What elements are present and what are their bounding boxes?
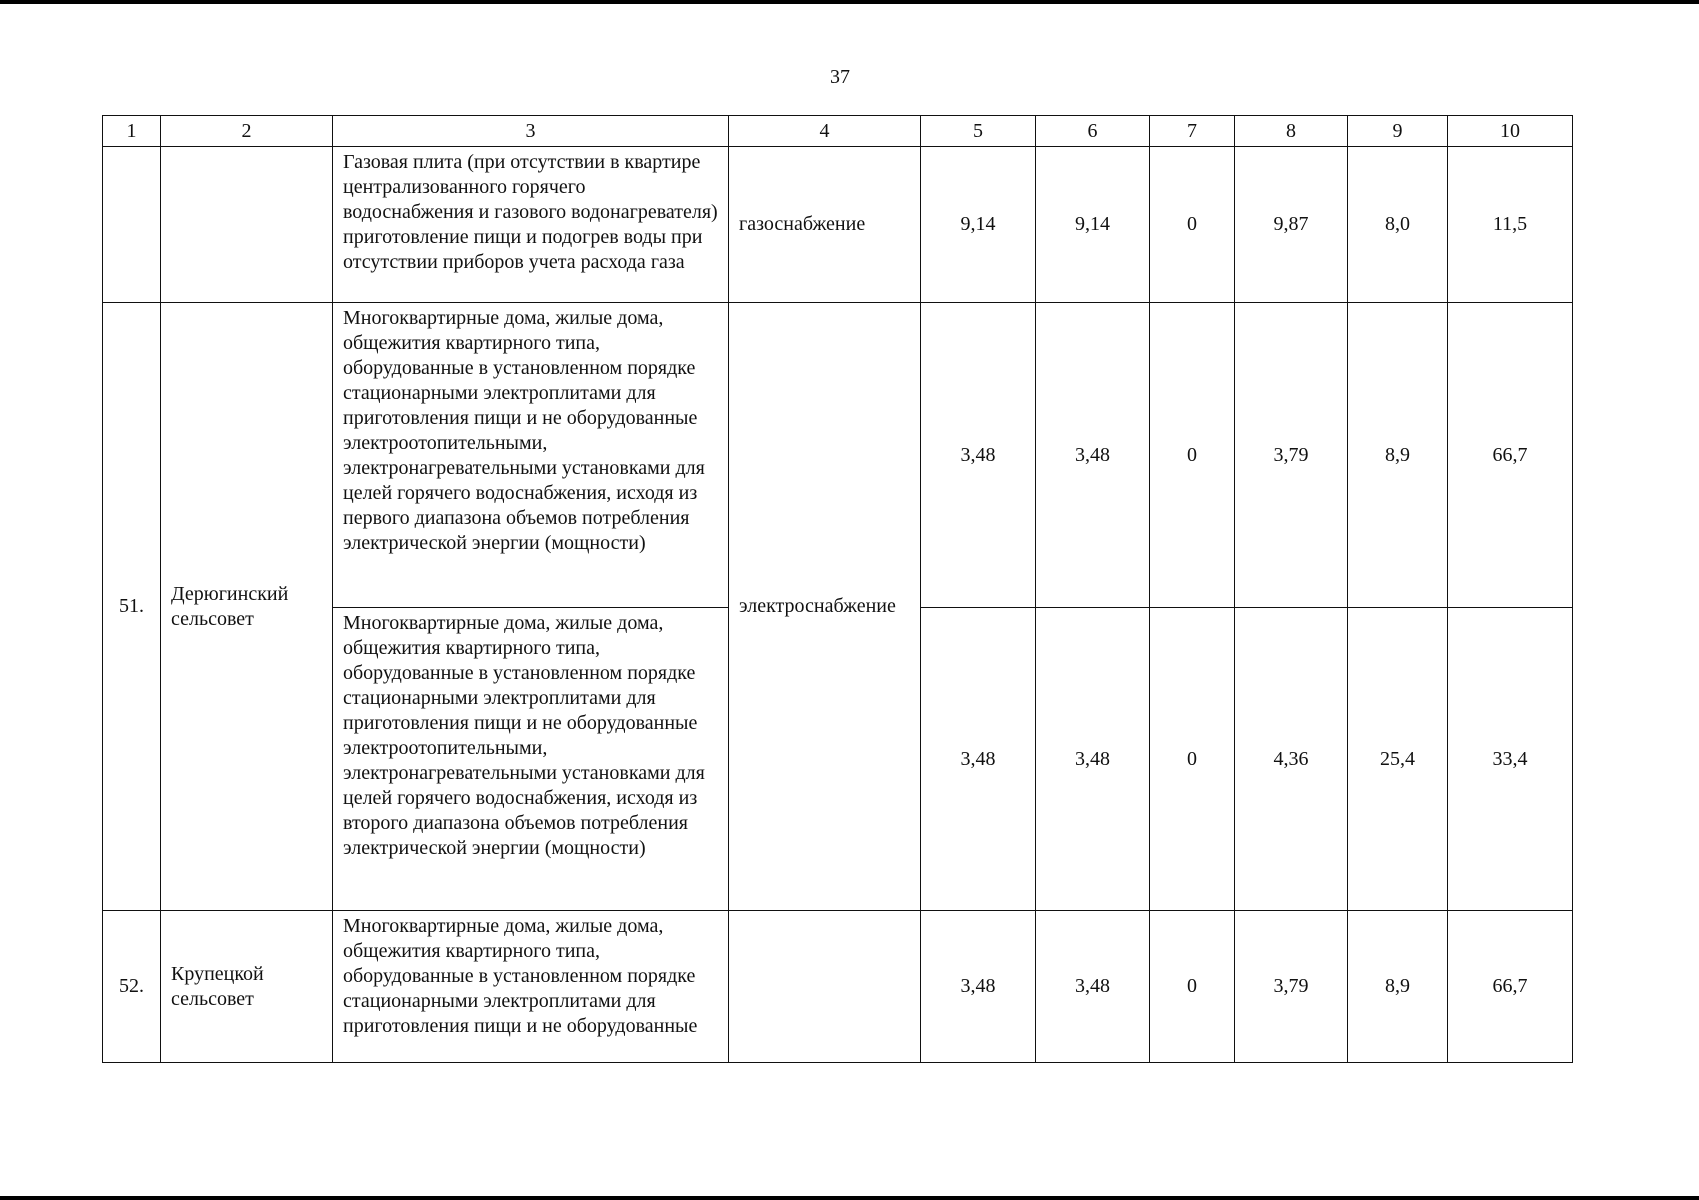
col-header-6: 6 — [1036, 116, 1150, 147]
value-col-7: 0 — [1150, 608, 1235, 911]
utility-service: газоснабжение — [729, 147, 921, 303]
col-header-2: 2 — [161, 116, 333, 147]
value-col-10: 11,5 — [1448, 147, 1573, 303]
value-col-10: 66,7 — [1448, 303, 1573, 608]
row-index: 51. — [103, 303, 161, 911]
settlement-name: Крупецкой сельсовет — [161, 911, 333, 1063]
row-index — [103, 147, 161, 303]
consumer-description: Газовая плита (при отсутствии в квартире централизованного горячего водоснабжения и газового водонагревателя) приготовление пищи и подогрев воды при отсутствии приборов учета расхода газа — [333, 147, 729, 303]
consumer-description: Многоквартирные дома, жилые дома, общежития квартирного типа, оборудованные в установленном порядке стационарными электроплитами для приготовления пищи и не оборудованные — [333, 911, 729, 1063]
value-col-7: 0 — [1150, 303, 1235, 608]
value-col-9: 8,9 — [1348, 911, 1448, 1063]
value-col-9: 8,0 — [1348, 147, 1448, 303]
col-header-4: 4 — [729, 116, 921, 147]
utility-service: электроснабжение — [729, 303, 921, 911]
value-col-9: 25,4 — [1348, 608, 1448, 911]
settlement-name — [161, 147, 333, 303]
page-number: 37 — [830, 66, 850, 88]
tariff-table — [102, 115, 1573, 1063]
col-header-1: 1 — [103, 116, 161, 147]
value-col-5: 3,48 — [921, 911, 1036, 1063]
col-header-5: 5 — [921, 116, 1036, 147]
header-row — [103, 116, 1573, 147]
value-col-6: 3,48 — [1036, 303, 1150, 608]
value-col-5: 9,14 — [921, 147, 1036, 303]
col-header-7: 7 — [1150, 116, 1235, 147]
consumer-description: Многоквартирные дома, жилые дома, общежития квартирного типа, оборудованные в установленном порядке стационарными электроплитами для приготовления пищи и не оборудованные электроотопительными, электронагревательными установками для целей горячего водоснабжения, исходя из второго диапазона объемов потребления электрической энергии (мощности) — [333, 608, 729, 911]
value-col-8: 3,79 — [1235, 303, 1348, 608]
col-header-3: 3 — [333, 116, 729, 147]
utility-service — [729, 911, 921, 1063]
table-row — [103, 303, 1573, 608]
value-col-8: 3,79 — [1235, 911, 1348, 1063]
value-col-7: 0 — [1150, 911, 1235, 1063]
row-index: 52. — [103, 911, 161, 1063]
value-col-5: 3,48 — [921, 303, 1036, 608]
scan-edge-bottom — [0, 1196, 1699, 1200]
value-col-7: 0 — [1150, 147, 1235, 303]
value-col-10: 33,4 — [1448, 608, 1573, 911]
scan-edge-top — [0, 0, 1699, 4]
value-col-6: 3,48 — [1036, 608, 1150, 911]
table-row — [103, 911, 1573, 1063]
value-col-8: 4,36 — [1235, 608, 1348, 911]
settlement-name: Дерюгинский сельсовет — [161, 303, 333, 911]
table-row — [103, 147, 1573, 303]
value-col-6: 9,14 — [1036, 147, 1150, 303]
col-header-9: 9 — [1348, 116, 1448, 147]
value-col-10: 66,7 — [1448, 911, 1573, 1063]
value-col-6: 3,48 — [1036, 911, 1150, 1063]
value-col-5: 3,48 — [921, 608, 1036, 911]
col-header-10: 10 — [1448, 116, 1573, 147]
consumer-description: Многоквартирные дома, жилые дома, общежития квартирного типа, оборудованные в установленном порядке стационарными электроплитами для приготовления пищи и не оборудованные электроотопительными, электронагревательными установками для целей горячего водоснабжения, исходя из первого диапазона объемов потребления электрической энергии (мощности) — [333, 303, 729, 608]
value-col-8: 9,87 — [1235, 147, 1348, 303]
col-header-8: 8 — [1235, 116, 1348, 147]
value-col-9: 8,9 — [1348, 303, 1448, 608]
